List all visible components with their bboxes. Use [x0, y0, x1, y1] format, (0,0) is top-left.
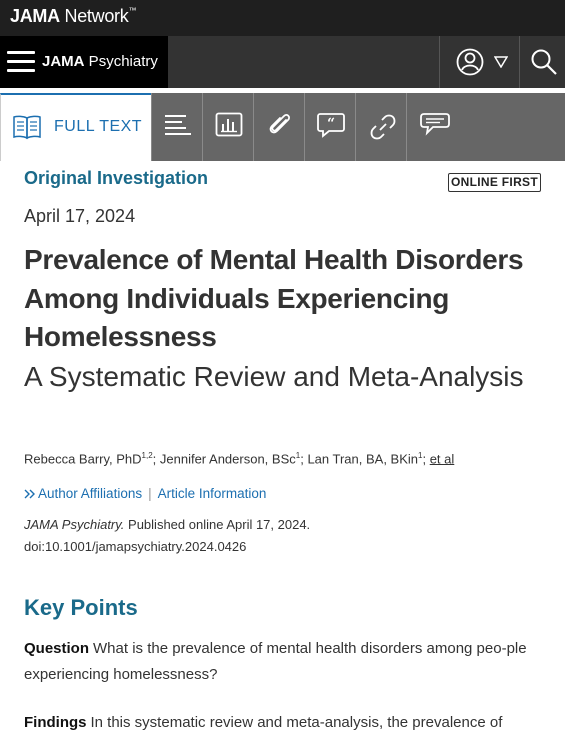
article-meta-links — [24, 486, 266, 501]
publication-date: April 17, 2024 — [24, 206, 136, 226]
article-type[interactable]: Original Investigation — [24, 168, 209, 188]
tab-cite[interactable] — [304, 93, 355, 161]
journal-nav — [0, 36, 168, 88]
et-al-link[interactable]: et al — [429, 451, 455, 467]
book-icon — [12, 114, 42, 140]
chevron-down-icon — [494, 56, 508, 68]
jama-network-logo[interactable]: JAMA Network™ — [10, 6, 137, 26]
article-subtitle: A Systematic Review and Meta-Analysis — [24, 361, 524, 392]
tab-permissions[interactable] — [355, 93, 406, 161]
cite-icon — [317, 112, 345, 138]
outline-icon — [164, 112, 192, 138]
divider: | — [148, 486, 152, 501]
journal-header — [0, 36, 565, 88]
user-icon — [456, 48, 484, 76]
online-first-badge: ONLINE FIRST — [448, 173, 541, 192]
link-icon — [368, 112, 398, 142]
tab-comments[interactable] — [406, 93, 457, 161]
citation-published: Published online April 17, 2024. — [124, 517, 311, 532]
article-information-link[interactable]: Article Information — [157, 486, 267, 501]
journal-title[interactable]: JAMA Psychiatry — [42, 53, 158, 70]
author-affiliations-link[interactable]: Author Affiliations — [38, 486, 143, 501]
hamburger-menu-icon[interactable] — [7, 50, 35, 74]
citation-journal: JAMA Psychiatry. — [24, 517, 125, 532]
search-button[interactable] — [519, 36, 565, 88]
double-chevron-right-icon — [24, 489, 35, 499]
article-toolbar — [0, 93, 565, 161]
tab-full-text[interactable] — [0, 93, 151, 161]
network-bar — [0, 0, 565, 36]
key-points-question: Question What is the prevalence of mental health disorders among peo-ple experiencing homelessness? — [24, 640, 527, 683]
tab-figures[interactable] — [202, 93, 253, 161]
account-button[interactable] — [439, 36, 519, 88]
tab-supplements[interactable] — [253, 93, 304, 161]
tab-outline[interactable] — [151, 93, 202, 161]
citation-doi[interactable]: doi:10.1001/jamapsychiatry.2024.0426 — [24, 539, 247, 554]
figures-icon — [215, 112, 243, 138]
search-icon — [530, 48, 558, 76]
author-name[interactable]: Jennifer Anderson, BSc — [159, 451, 296, 467]
attachment-icon — [266, 112, 294, 140]
author-name[interactable]: Rebecca Barry, PhD — [24, 451, 142, 467]
comments-icon — [419, 112, 451, 138]
citation — [24, 514, 544, 558]
full-text-label: FULL TEXT — [54, 118, 143, 135]
svg-text:“: “ — [326, 116, 336, 132]
key-points-heading: Key Points — [24, 595, 138, 620]
author-name[interactable]: Lan Tran, BA, BKin — [307, 451, 419, 467]
article-title: Prevalence of Mental Health Disorders Among Individuals Experiencing Homelessness — [24, 244, 524, 352]
key-points-findings: Findings In this systematic review and meta-analysis, the prevalence of — [24, 714, 503, 731]
author-list: Rebecca Barry, PhD$^{1,2}$; Jennifer Anderson, BSc$^1$; Lan Tran, BA, BKin$^1$; et al — [24, 451, 455, 467]
